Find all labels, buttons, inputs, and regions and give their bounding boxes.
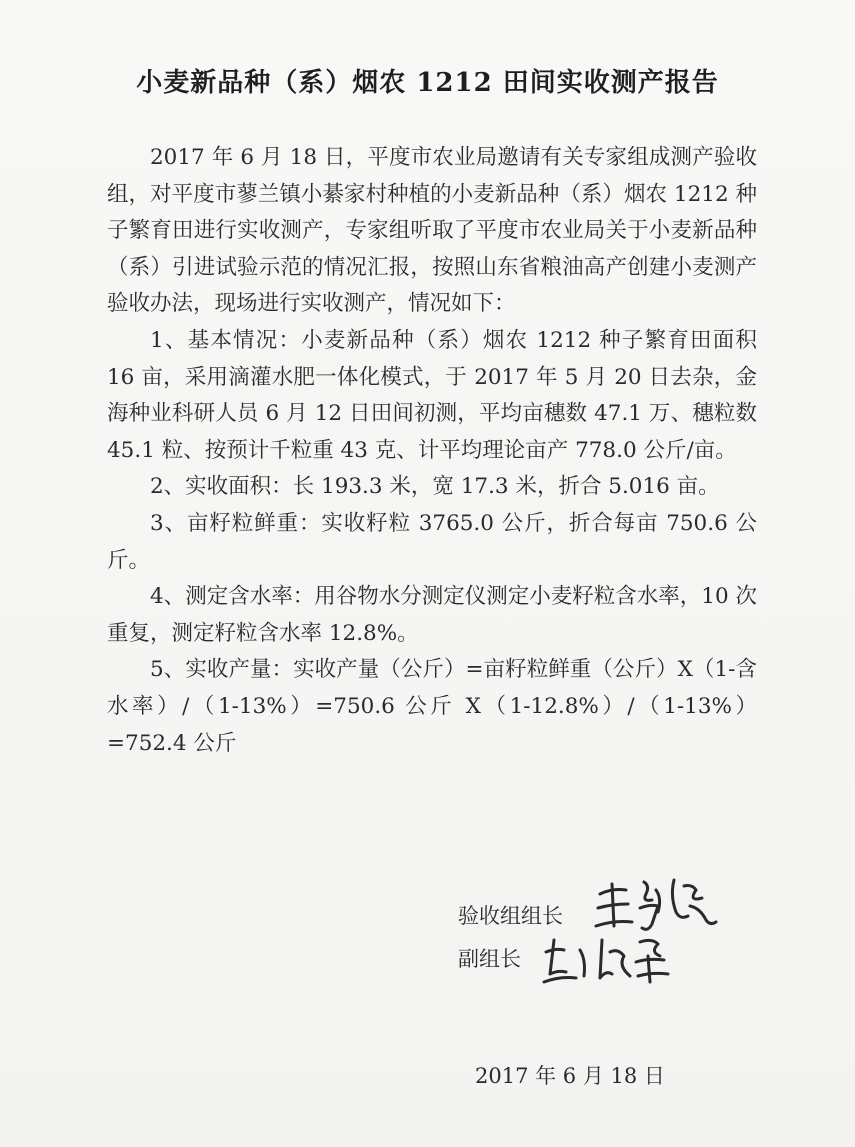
- leader-label: 验收组组长: [458, 904, 563, 928]
- item-basic-info: 1、基本情况：小麦新品种（系）烟农 1212 种子繁育田面积 16 亩，采用滴灌水肥一体化模式，于 2017 年 5 月 20 日去杂，金海种业科研人员 6 月 12 日田间初测，平均亩穗数 47.1 万、穗粒数 45.1 粒、按预计千粒重 43 克、计平均理论亩产 778.0 公斤/亩。: [107, 327, 757, 463]
- document-body: [107, 140, 757, 762]
- item-moisture: 4、测定含水率：用谷物水分测定仪测定小麦籽粒含水率，10 次重复，测定籽粒含水率 12.8%。: [107, 584, 757, 646]
- intro-paragraph: 2017 年 6 月 18 日，平度市农业局邀请有关专家组成测产验收组，对平度市蓼兰镇小綦家村种植的小麦新品种（系）烟农 1212 种子繁育田进行实收测产，专家组听取了平度市农业局关于小麦新品种（系）引进试验示范的情况汇报，按照山东省粮油高产创建小麦测产验收办法，现场进行实收测产，情况如下：: [107, 145, 757, 317]
- document-title: 小麦新品种（系）烟农 1212 田间实收测产报告: [136, 68, 719, 98]
- document-date: 2017 年 6 月 18 日: [475, 1064, 665, 1088]
- item-fresh-weight: 3、亩籽粒鲜重：实收籽粒 3765.0 公斤，折合每亩 750.6 公斤。: [107, 510, 757, 573]
- item-harvest-area: 2、实收面积：长 193.3 米，宽 17.3 米，折合 5.016 亩。: [150, 474, 720, 500]
- leader-signature: [592, 872, 722, 936]
- item-yield: 5、实收产量：实收产量（公斤）=亩籽粒鲜重（公斤）X（1-含水率）/（1-13%）=750.6 公斤 X（1-12.8%）/（1-13%）=752.4 公斤: [107, 657, 757, 756]
- deputy-signature: [540, 930, 690, 990]
- deputy-label: 副组长: [458, 947, 521, 971]
